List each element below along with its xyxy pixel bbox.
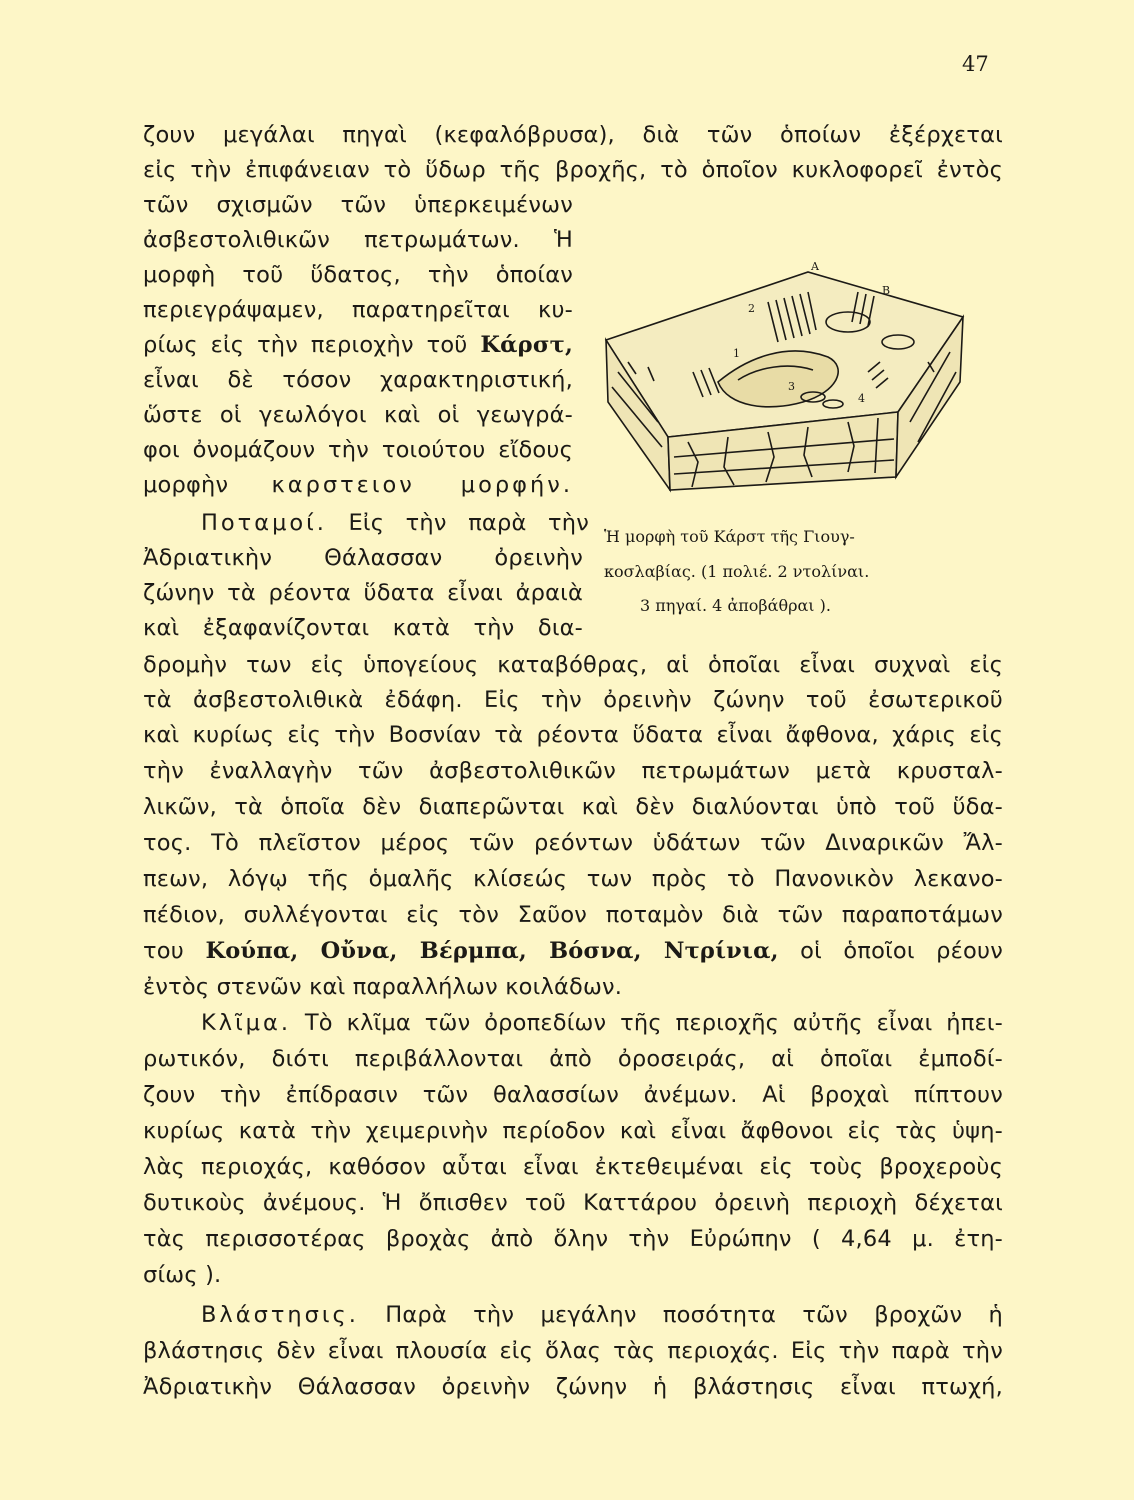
text-line: καὶ ἐξαφανίζονται κατὰ τὴν δια- <box>143 615 583 641</box>
text-line: καὶ κυρίως εἰς τὴν Βοσνίαν τὰ ρέοντα ὕδατα εἶναι ἄφθονα, χάρις εἰς <box>143 722 1003 748</box>
text-line: δρομὴν των εἰς ὑπογείους καταβόθρας, αἱ ὁποῖαι εἶναι συχναὶ εἰς <box>143 652 1003 678</box>
figure-caption-line-1: Ἡ μορφὴ τοῦ Κάρστ τῆς Γιουγ- <box>604 527 855 546</box>
text-span: Τὸ κλῖμα τῶν ὀροπεδίων τῆς περιοχῆς αὐτῆς εἶναι ἠπει- <box>304 1010 1003 1036</box>
figure-label-3: 3 <box>788 380 795 393</box>
text-line <box>143 470 573 500</box>
text-span: οἱ ὁποῖοι ρέουν <box>800 938 1003 964</box>
text-line: ζουν τὴν ἐπίδρασιν τῶν θαλασσίων ἀνέμων. Αἱ βροχαὶ πίπτουν <box>143 1082 1003 1108</box>
text-line <box>143 508 589 538</box>
text-line: εἰς τὴν ἐπιφάνειαν τὸ ὕδωρ τῆς βροχῆς, τὸ ὁποῖον κυκλοφορεῖ ἐντὸς <box>143 157 1003 183</box>
text-line: τῶν σχισμῶν τῶν ὑπερκειμένων <box>143 192 573 218</box>
heading-rivers: Ποταμοί. <box>201 510 327 536</box>
text-line: ρωτικόν, διότι περιβάλλονται ἀπὸ ὀροσειράς, αἱ ὁποῖαι ἐμποδί- <box>143 1046 1003 1072</box>
text-line: εἶναι δὲ τόσον χαρακτηριστική, <box>143 367 573 393</box>
karst-diagram <box>598 262 978 502</box>
figure-letter-b: B <box>882 284 891 297</box>
text-line <box>143 1008 1003 1038</box>
figure-label-4: 4 <box>858 392 865 405</box>
text-line: λὰς περιοχάς, καθόσον αὗται εἶναι ἐκτεθειμέναι εἰς τοὺς βροχεροὺς <box>143 1154 1003 1180</box>
text-line: τος. Τὸ πλεῖστον μέρος τῶν ρεόντων ὑδάτων τῶν Διναρικῶν Ἄλ- <box>143 830 1003 856</box>
text-span: του <box>143 938 184 964</box>
text-line: βλάστησις δὲν εἶναι πλουσία εἰς ὅλας τὰς περιοχάς. Εἰς τὴν παρὰ τὴν <box>143 1338 1003 1364</box>
text-span: μορφὴν <box>143 472 229 498</box>
text-line: Ἀδριατικὴν Θάλασσαν ὀρεινὴν <box>143 545 583 571</box>
text-span: ρίως εἰς τὴν περιοχὴν τοῦ <box>143 332 468 358</box>
term-tributaries: Κούπα, Οὔνα, Βέρμπα, Βόσνα, Ντρίνια, <box>205 938 779 964</box>
text-line: λικῶν, τὰ ὁποῖα δὲν διαπερῶνται καὶ δὲν διαλύονται ὑπὸ τοῦ ὕδα- <box>143 794 1003 820</box>
term-karst-form: καρστειον μορφήν. <box>271 472 573 498</box>
text-line: Ἀδριατικὴν Θάλασσαν ὀρεινὴν ζώνην ἡ βλάστησις εἶναι πτωχή, <box>143 1374 1003 1400</box>
text-line: πεων, λόγῳ τῆς ὁμαλῆς κλίσεώς των πρὸς τὸ Πανονικὸν λεκανο- <box>143 866 1003 892</box>
text-line: ζουν μεγάλαι πηγαὶ (κεφαλόβρυσα), διὰ τῶν ὁποίων ἐξέρχεται <box>143 122 1003 148</box>
page-number: 47 <box>962 52 989 76</box>
figure-caption-line-3: 3 πηγαί. 4 ἀποβάθραι ). <box>640 596 831 615</box>
text-line: πέδιον, συλλέγονται εἰς τὸν Σαῦον ποταμὸν διὰ τῶν παραποτάμων <box>143 902 1003 928</box>
text-line: ἐντὸς στενῶν καὶ παραλλήλων κοιλάδων. <box>143 974 623 1000</box>
text-line: ζώνην τὰ ρέοντα ὕδατα εἶναι ἀραιὰ <box>143 580 583 606</box>
figure-label-1: 1 <box>733 347 740 360</box>
figure-letter-a: A <box>811 262 819 273</box>
figure-label-2: 2 <box>748 302 755 315</box>
text-line: φοι ὀνομάζουν τὴν τοιούτου εἴδους <box>143 437 573 463</box>
text-line <box>143 330 573 360</box>
text-line: ὥστε οἱ γεωλόγοι καὶ οἱ γεωγρά- <box>143 402 573 428</box>
text-line: σίως ). <box>143 1262 222 1288</box>
term-karst: Κάρστ, <box>480 332 573 358</box>
text-line <box>143 1300 1003 1330</box>
text-line: κυρίως κατὰ τὴν χειμερινὴν περίοδον καὶ εἶναι ἄφθονοι εἰς τὰς ὑψη- <box>143 1118 1003 1144</box>
figure-caption-line-2: κοσλαβίας. (1 πολιέ. 2 ντολίναι. <box>604 562 870 581</box>
heading-climate: Κλῖμα. <box>201 1010 291 1036</box>
text-line <box>143 936 1003 966</box>
text-line: περιεγράψαμεν, παρατηρεῖται κυ- <box>143 297 573 323</box>
text-line: μορφὴ τοῦ ὕδατος, τὴν ὁποίαν <box>143 262 573 288</box>
text-line: ἀσβεστολιθικῶν πετρωμάτων. Ἡ <box>143 227 573 253</box>
text-line: τὰς περισσοτέρας βροχὰς ἀπὸ ὅλην τὴν Εὐρώπην ( 4,64 μ. ἐτη- <box>143 1226 1003 1252</box>
heading-vegetation: Βλάστησις. <box>201 1302 359 1328</box>
text-line: δυτικοὺς ἀνέμους. Ἡ ὄπισθεν τοῦ Καττάρου ὀρεινὴ περιοχὴ δέχεται <box>143 1190 1003 1216</box>
text-line: τὰ ἀσβεστολιθικὰ ἐδάφη. Εἰς τὴν ὀρεινὴν ζώνην τοῦ ἐσωτερικοῦ <box>143 687 1003 713</box>
text-line: τὴν ἐναλλαγὴν τῶν ἀσβεστολιθικῶν πετρωμάτων μετὰ κρυσταλ- <box>143 758 1003 784</box>
text-span: Παρὰ τὴν μεγάλην ποσότητα τῶν βροχῶν ἡ <box>385 1302 1003 1328</box>
text-span: Εἰς τὴν παρὰ τὴν <box>348 510 590 536</box>
